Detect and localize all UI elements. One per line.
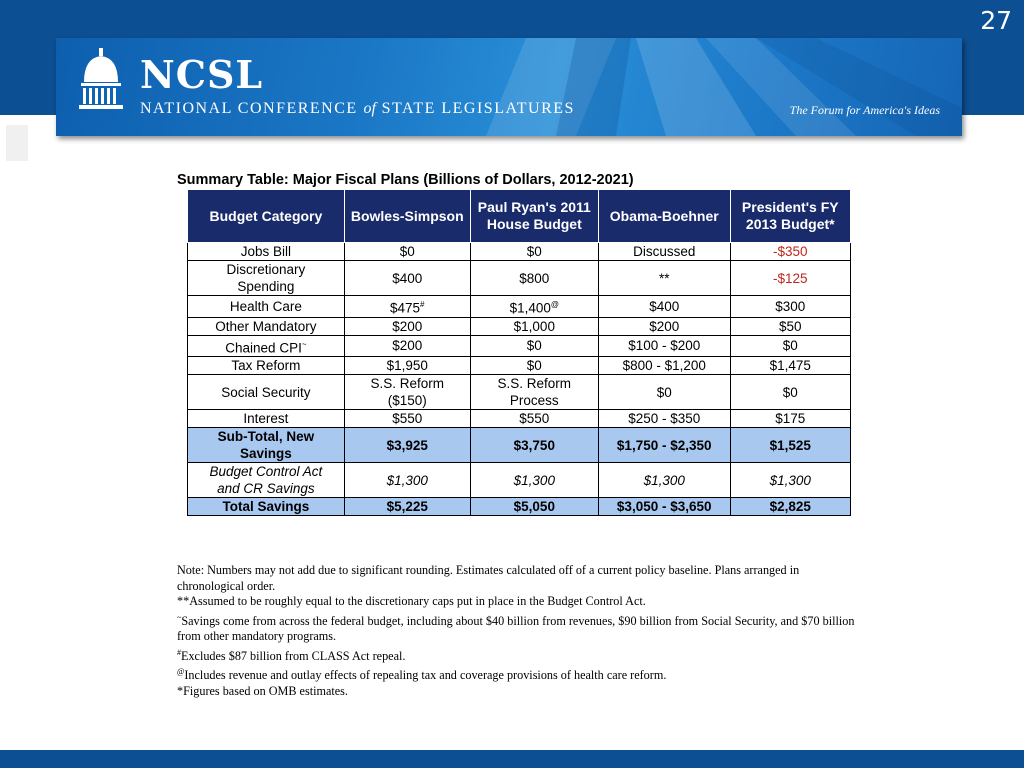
table-cell: $1,525	[730, 428, 850, 463]
table-cell: $1,475	[730, 357, 850, 375]
table-cell: $0	[730, 375, 850, 410]
table-cell: $1,300	[470, 463, 598, 498]
footnotes	[177, 563, 857, 699]
subtotal-row	[188, 428, 851, 463]
table-cell: **	[598, 261, 730, 296]
table-cell: $400	[344, 261, 470, 296]
logo-full-name: NATIONAL CONFERENCE of STATE LEGISLATURES	[140, 100, 575, 117]
table-cell: $550	[344, 410, 470, 428]
table-cell: $200	[344, 317, 470, 335]
table-cell: $800	[470, 261, 598, 296]
table-cell: $0	[470, 335, 598, 357]
note-omb: *Figures based on OMB estimates.	[177, 683, 348, 698]
table-cell: $0	[730, 335, 850, 357]
table-cell: $200	[598, 317, 730, 335]
row-label: Tax Reform	[188, 357, 345, 375]
table-row	[188, 243, 851, 261]
total-row	[188, 498, 851, 516]
table-title: Summary Table: Major Fiscal Plans (Billions of Dollars, 2012-2021)	[177, 172, 634, 188]
table-cell: $3,925	[344, 428, 470, 463]
table-cell: $250 - $350	[598, 410, 730, 428]
row-label: Social Security	[188, 375, 345, 410]
table-cell: $5,050	[470, 498, 598, 516]
row-label: Interest	[188, 410, 345, 428]
table-cell: $0	[470, 357, 598, 375]
footnote-mark: @	[550, 300, 560, 309]
table-cell: $5,225	[344, 498, 470, 516]
fiscal-plans-table	[187, 189, 851, 516]
row-label: Jobs Bill	[188, 243, 345, 261]
header-budget-category: Budget Category	[188, 190, 345, 243]
footnote-mark: ~	[301, 339, 307, 349]
table-row	[188, 463, 851, 498]
table-cell: $0	[344, 243, 470, 261]
table-cell: $550	[470, 410, 598, 428]
table-cell: $475#	[344, 296, 470, 318]
table-cell: Discussed	[598, 243, 730, 261]
table-cell: $2,825	[730, 498, 850, 516]
table-cell: $0	[598, 375, 730, 410]
header-obama-boehner: Obama-Boehner	[598, 190, 730, 243]
table-cell: $200	[344, 335, 470, 357]
capitol-dome-icon	[76, 48, 126, 110]
note-chained-cpi: ~Savings come from across the federal budget, including about $40 billion from revenues, $90 billion from Social Security, and $70 billion from other mandatory programs.	[177, 612, 855, 644]
note-discretionary: **Assumed to be roughly equal to the discretionary caps put in place in the Budget Control Act.	[177, 594, 646, 608]
table-cell: $1,300	[598, 463, 730, 498]
table-row	[188, 410, 851, 428]
footnote-mark: #	[420, 300, 425, 309]
table-cell: $1,000	[470, 317, 598, 335]
table-cell: S.S. Reform Process	[470, 375, 598, 410]
row-label: Discretionary Spending	[188, 261, 345, 296]
table-row	[188, 375, 851, 410]
table-cell: $3,750	[470, 428, 598, 463]
table-cell: $3,050 - $3,650	[598, 498, 730, 516]
table-cell: $1,300	[730, 463, 850, 498]
table-cell: $100 - $200	[598, 335, 730, 357]
table-cell: $50	[730, 317, 850, 335]
row-label: Sub-Total, New Savings	[188, 428, 345, 463]
header-paul-ryan: Paul Ryan's 2011 House Budget	[470, 190, 598, 243]
note-class-act: #Excludes $87 billion from CLASS Act repeal.	[177, 647, 406, 663]
table-row	[188, 335, 851, 357]
table-cell: $800 - $1,200	[598, 357, 730, 375]
table-row	[188, 357, 851, 375]
table-row	[188, 261, 851, 296]
bottom-band	[0, 750, 1024, 768]
table-cell: $400	[598, 296, 730, 318]
table-cell: $300	[730, 296, 850, 318]
row-label: Total Savings	[188, 498, 345, 516]
table-cell: $1,950	[344, 357, 470, 375]
logo-abbreviation: NCSL	[140, 52, 264, 97]
row-label: Budget Control Act and CR Savings	[188, 463, 345, 498]
table-cell: $1,300	[344, 463, 470, 498]
header-bowles-simpson: Bowles-Simpson	[344, 190, 470, 243]
row-label: Other Mandatory	[188, 317, 345, 335]
row-label: Chained CPI~	[188, 335, 345, 357]
table-cell: S.S. Reform ($150)	[344, 375, 470, 410]
table-cell: $1,750 - $2,350	[598, 428, 730, 463]
side-tab	[6, 125, 28, 161]
table-cell: -$125	[730, 261, 850, 296]
slide-number: 27	[980, 6, 1012, 35]
table-row	[188, 317, 851, 335]
note-rounding: Note: Numbers may not add due to significant rounding. Estimates calculated off of a current policy baseline. Plans arranged in chronological order.	[177, 563, 800, 593]
table-cell: -$350	[730, 243, 850, 261]
header-presidents-budget: President's FY 2013 Budget*	[730, 190, 850, 243]
row-label: Health Care	[188, 296, 345, 318]
table-row	[188, 296, 851, 318]
tagline: The Forum for America's Ideas	[789, 103, 940, 117]
table-cell: $1,400@	[470, 296, 598, 318]
table-cell: $175	[730, 410, 850, 428]
note-health-care: @Includes revenue and outlay effects of repealing tax and coverage provisions of health care reform.	[177, 667, 667, 683]
table-header-row	[188, 190, 851, 243]
table-cell: $0	[470, 243, 598, 261]
ncsl-banner	[56, 38, 962, 136]
